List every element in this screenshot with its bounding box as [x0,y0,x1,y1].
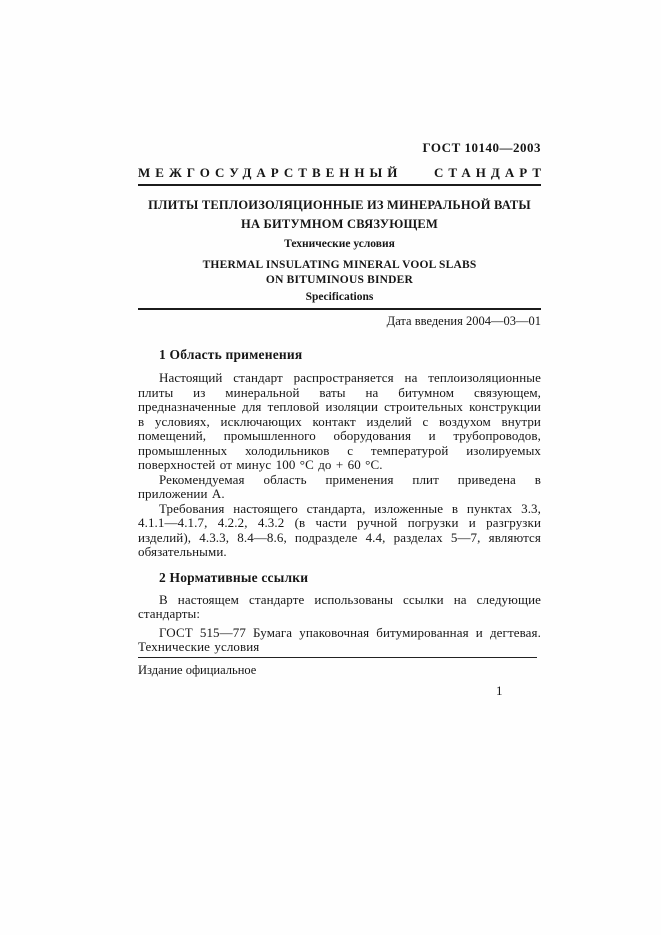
standard-type-word-2: СТАНДАРТ [433,165,546,180]
section-1-paragraph-1: Настоящий стандарт распространяется на теплоизоляционные плиты из минеральной ваты на битумном связующем, предназначенные для тепловой изоляции строительных конструкции в условиях, исключающих контакт изделий с воздухом внутри помещений, промышленного оборудования и трубопроводов, промышленных холодильников с температурой изолируемых поверхностей от минус 100 °С до + 60 °С. [138,370,541,472]
edition-note: Издание официальное [138,663,257,677]
section-1-paragraph-2: Рекомендуемая область применения плит приведена в приложении А. [138,471,541,501]
date-rule [138,308,541,310]
section-2-paragraph-2: ГОСТ 515—77 Бумага упаковочная битумированная и дегтевая. Технические условия [138,624,541,654]
doc-number: ГОСТ 10140—2003 [422,140,541,155]
content-column [138,140,546,655]
effective-date: Дата введения 2004—03—01 [386,314,541,328]
document-subtitle-en: Specifications [305,291,374,303]
footer-rule [138,657,537,658]
document-title-en [138,258,541,288]
standard-type-word-1: МЕЖГОСУДАРСТВЕННЫЙ [138,165,403,180]
section-1-paragraph-3: Требования настоящего стандарта, изложенные в пунктах 3.3, 4.1.1—4.1.7, 4.2.2, 4.3.2 (в части ручной погрузки и разгрузки изделий), 4.3.3, 8.4—8.6, подразделе 4.4, разделах 5—7, являются обязательными. [138,500,541,559]
header-rule [138,184,541,186]
page-number: 1 [496,683,503,698]
document-title-ru-line2: НА БИТУМНОМ СВЯЗУЮЩЕМ [241,216,438,231]
section-1-heading: 1 Область применения [159,347,303,362]
document-title-ru [138,196,541,233]
section-2-heading: 2 Нормативные ссылки [159,569,309,585]
document-title-en-line2: ON BITUMINOUS BINDER [265,274,414,286]
standard-type-label [138,165,546,180]
document-subtitle-ru: Технические условия [284,238,395,250]
document-title-en-line1: THERMAL INSULATING MINERAL VOOL SLABS [202,259,477,271]
document-title-ru-line1: ПЛИТЫ ТЕПЛОИЗОЛЯЦИОННЫЕ ИЗ МИНЕРАЛЬНОЙ ВАТЫ [148,198,531,212]
section-2-paragraph-1: В настоящем стандарте использованы ссылки на следующие стандарты: [138,591,541,621]
